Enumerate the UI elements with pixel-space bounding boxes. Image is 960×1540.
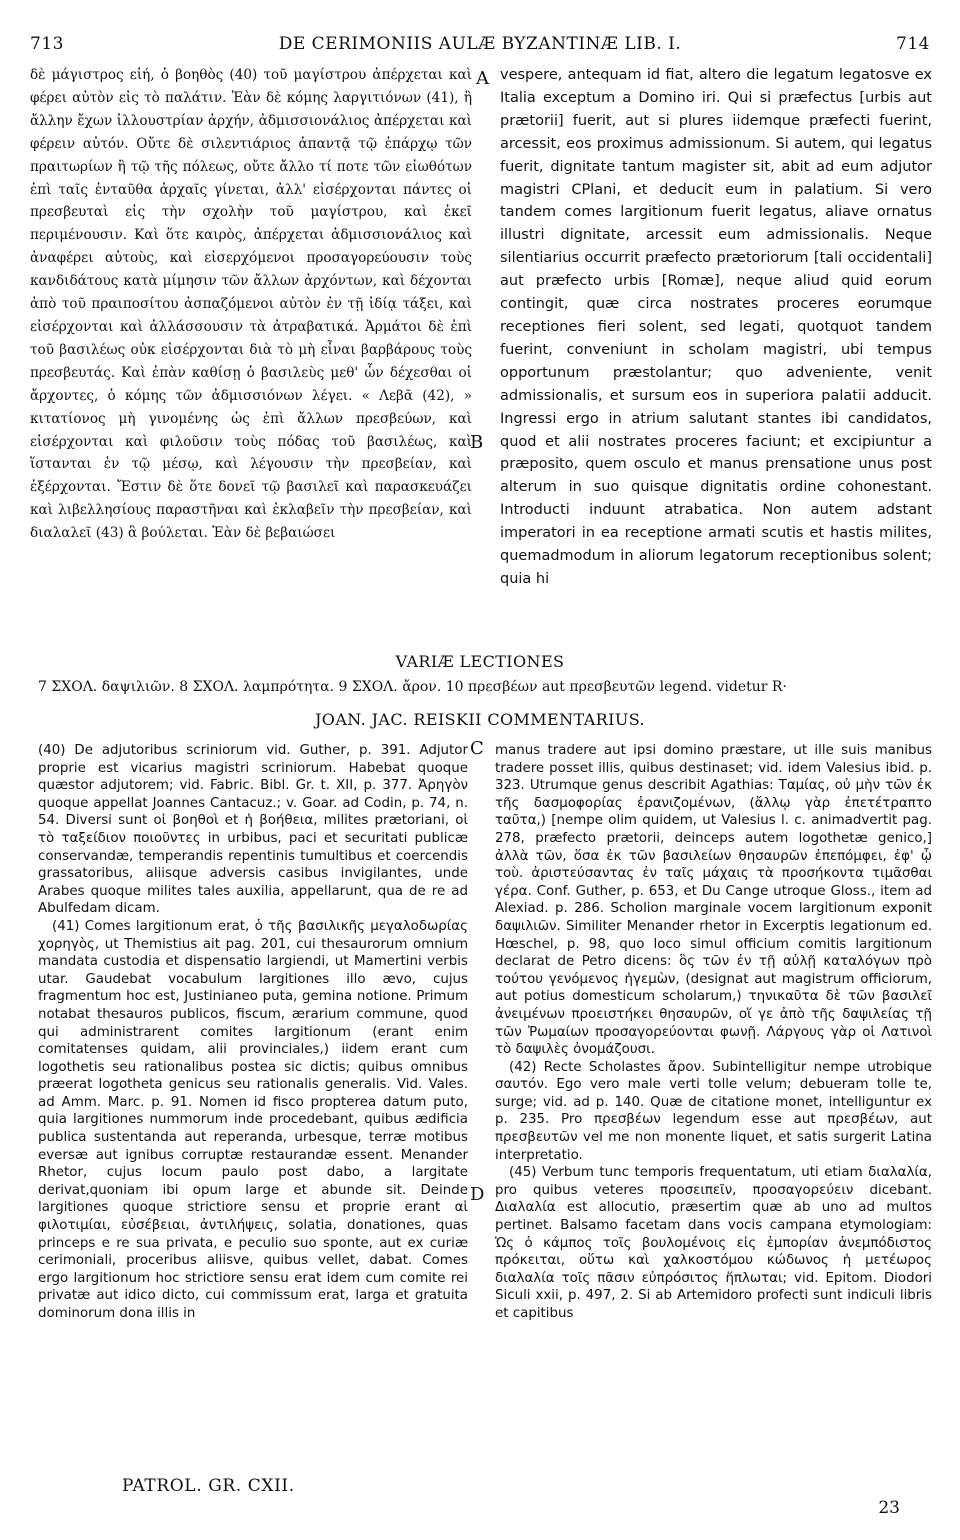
margin-marker-c: C — [470, 738, 484, 759]
commentary-note-45: (45) Verbum tunc temporis frequentatum, uti etiam διαλαλία, pro quibus veteres προσειπεῖν, προσαγορεύειν dicebant. Διαλαλία est allocutio, præsertim quæ ab uno ad multos pertinet. Balsamo facetam dans vocis campana etymologiam: Ὡς ὁ κάμπος τοῖς βουλομένοις εἰς ἐμπορίαν ἀνεμπόδιστος πρόκειται, οὕτω καὶ χαλκοστόμου κώδωνος ἡ μετέωρος διαλαλία τοῖς πᾶσιν εὐπρόσιτος ἥπλωται; vid. Epitom. Diodori Siculi xxii, p. 497, 2. Si ab Artemidoro profecti sunt indiculi libris et capitibus — [495, 1165, 932, 1321]
commentary-right-column — [495, 742, 932, 1472]
commentary-left-column — [38, 742, 468, 1472]
page-number-right: 714 — [896, 34, 930, 54]
page-number-left: 713 — [30, 34, 64, 54]
commentary-note-42: (42) Recte Scholastes ἄρον. Subintelligitur nempe utrobique σαυτόν. Ego vero male verti tolle velum; debueram tolle te, surge; vid. ad p. 140. Quæ de citatione monet, intelliguntur ex p. 235. Pro πρεσβέων legendum esse aut πρεσβέων, aut πρεσβευτῶν vel me non monente liquet, et satis surgerit Latina interpretatio. — [495, 1059, 932, 1163]
commentary-heading: JOAN. JAC. REISKII COMMENTARIUS. — [314, 710, 646, 729]
running-header — [30, 34, 930, 60]
commentary-note-41: (41) Comes largitionum erat, ὁ τῆς βασιλικῆς μεγαλοδωρίας χορηγὸς, ut Themistius ait pag. 201, cui thesaurorum omnium mandata custodia et dispensatio largiendi, ut Mamertini verbis utar. Gaudebat vocabulum largitiones illo ævo, cujus fragmentum hoc est, Justinianeo puta, gemina notione. Primum notabat thesauros publicos, fiscum, ærarium commune, quod qui administrarent comites largitionum (erant enim comitatenses quidam, alii provinciales,) iidem erant cum logothetis seu rationalibus postea sic dictis; quibus omnibus præerat logotheta genicus seu rationalis generalis. Vid. Vales. ad Amm. Marc. p. 91. Nomen id fisco propterea datum puto, quia largitiones nummorum inde procedebant, quibus ædificia publica sustentanda aut reperanda, urbesque, terræ motibus eversæ aut ignibus corruptæ restaurandæ essent. Menander Rhetor, cujus locum paulo post dabo, a largitate derivat,quoniam ibi opum large et abunde sit. Deinde largitiones quoque strictiore sensu et proprie erant αἱ φιλοτιμίαι, εὐσέβειαι, ἀντιλήψεις, solatia, donationes, quas princeps e re sua privata, e peculio suo sponte, aut ex curiæ cerimoniali, proceribus aliisve, quibus vellet, dabat. Comes ergo largitionum hoc strictiore sensu erat idem cum comite rei privatæ aut idico dicto, cui commissum erat, larga et gratuita dominorum dona illis in — [38, 918, 468, 1321]
running-title: DE CERIMONIIS AULÆ BYZANTINÆ LIB. I. — [278, 34, 682, 54]
quire-number: 23 — [878, 1498, 900, 1518]
commentary-note-41-continued: manus tradere aut ipsi domino præstare, ut ille suis manibus tradere posset illis, quibus destinaset; vid. idem Valesius ibid. p. 323. Utrumque genus describit Agathias: Ταμίας, οὐ μὴν τῶν ἐκ τῆς δασμοφορίας ἐρανιζομένων, (ἄλλῳ γὰρ ἐπετέτραπτο ταῦτα,) [nempe olim quidem, ut Valesius l. c. animadvertit pag. 278, præfecto prætorii, deinceps autem logothetæ genico,] ἀλλὰ τῶν, ὅσα ἐκ τῶν βασιλείων θησαυρῶν ἐπεπόμφει, ἐφ' ᾧ τοὺ. ἀριστεύσαντας ἐν ταῖς μάχαις τὰ προσήκοντα τιμᾶσθαι γέρα. Conf. Guther, p. 653, et Du Cange utroque Gloss., item ad Alexiad. p. 286. Scholion marginale vocem largitionum exponit δαψιλιῶν. Similiter Menander rhetor in Excerptis legationum ed. Hœschel, p. 98, quo loco simul officium comitis largitionum declarat de Petro dicens: ὃς τῶν ἐν τῇ αὐλῇ καταλόγων πρὸ τούτου γενόμενος ἡγεμὼν, (designat aut magistrum officiorum, aut potius domesticum scholarum,) τηνικαῦτα δὲ τῶν βασιλεῖ ἀνειμένων προειστήκει θησαυρῶν, οἵ γε ἀπὸ τῆς δαψιλείας τῇ τῶν Ῥωμαίων προσαγορεύονται φωνῇ. Λάργους γὰρ οἱ Λατινοὶ τὸ δαψιλὲς ὀνομάζουσι. — [495, 743, 932, 1058]
margin-marker-d: D — [470, 1184, 485, 1205]
commentary-note-40: (40) De adjutoribus scriniorum vid. Guther, p. 391. Adjutor proprie est vicarius magistri scriniorum. Habebat quoque quæstor adjutorem; vid. Fabric. Bibl. Gr. t. XII, p. 377. Ἀρηγὸν quoque appellat Joannes Cantacuz.; v. Goar. ad Codin, p. 74, n. 54. Diversi sunt οἱ βοηθοὶ et ἡ βοήθεια, milites prætoriani, οἱ τὸ ταξείδιον ποιοῦντες in urbibus, paci et securitati publicæ conservandæ, temperandis repentinis tumultibus et coercendis grassatoribus, aliisque adversis casibus invigilantes, unde Arabes quoque milites tales auxilia, appellarunt, qua de re ad Abulfedam dicam. — [38, 743, 468, 917]
latin-text-column — [500, 64, 932, 646]
patrologia-signature: PATROL. GR. CXII. — [122, 1476, 295, 1496]
greek-text-column — [30, 64, 472, 646]
greek-paragraph: δὲ μάγιστρος εἰή, ὁ βοηθὸς (40) τοῦ μαγίστρου ἀπέρχεται καὶ φέρει αὐτὸν εἰς τὸ παλάτιν. Ἐὰν δὲ κόμης λαργιτιόνων (41), ἢ ἄλλην ἔχων ἰλλουστρίαν ἀρχήν, ἀδμισσιονάλιος ἀπέρχεται καὶ φέρειν αὐτόν. Οὔτε δὲ σιλεντιάριος ἀπαντᾷ τῷ ἐπάρχῳ τῶν πραιτωρίων ἢ τῷ τῆς πόλεως, οὔτε ἄλλο τί ποτε τῶν εἰωθότων ἐπὶ ταῖς ἐνταῦθα ἀρχαῖς γίνεται, ἀλλ' εἰσέρχονται πάντες οἱ πρεσβευταὶ εἰς τὴν σχολὴν τοῦ μαγίστρου, καὶ ἐκεῖ περιμένουσιν. Καὶ ὅτε καιρὸς, ἀπέρχεται ἀδμισσιονάλιος καὶ ἀναφέρει αὐτοὺς, καὶ εἰσερχόμενοι προσαγορεύουσιν τοὺς κανδιδάτους κατὰ μίμησιν τῶν ἄλλων ἀρχόντων, καὶ δέχονται ἀπὸ τοῦ πραιποσίτου ἀσπαζόμενοι αὐτὸν ἐν τῇ ἰδίᾳ τάξει, καὶ εἰσέρχονται καὶ ἀλλάσσουσιν τὰ ἀτραβατικά. Ἀρμάτοι δὲ ἐπὶ τοῦ βασιλέως οὐκ εἰσέρχονται διὰ τὸ μὴ εἶναι βαρβάρους τοὺς πρεσβευτάς. Καὶ ἐπὰν καθίσῃ ὁ βασιλεὺς μεθ' ὧν δέχεσθαι οἱ ἄρχοντες, ὁ κόμης τῶν ἀδμισσιόνων λέγει. « Λεβᾶ (42), » κιτατίονος μὴ γινομένης ὡς ἐπὶ ἄλλων πρεσβεύων, καὶ εἰσέρχονται καὶ φιλοῦσιν τοὺς πόδας τοῦ βασιλέως, καὶ ἵστανται ἐν τῷ μέσῳ, καὶ λέγουσιν τὴν πρεσβείαν, καὶ ἐξέρχονται. Ἔστιν δὲ ὅτε δονεῖ τῷ βασιλεῖ καὶ παρασκευάζει καὶ λιβελλησίους παραστῆναι καὶ ἐκλαβεῖν τὴν πρεσβείαν, καὶ διαλαλεῖ (43) ἃ βούλεται. Ἐὰν δὲ βεβαιώσει — [30, 67, 472, 542]
page-footer — [38, 1476, 900, 1518]
margin-marker-a: A — [476, 68, 489, 89]
latin-paragraph: vespere, antequam id fiat, altero die legatum legatosve ex Italia exceptum a Domino iri. Qui si præfectus [urbis aut prætorii] fuerit, aut si plures iidemque præfecti fuerint, arcessit, eos proximus admissionum. Si autem, qui legatus fuerit, dignitate tantum magister sit, abit ad eum adjutor magistri CPlani, et deducit eum in palatium. Si vero tandem comes largitionum fuerit legatus, aliave ornatus illustri dignitate, arcessit eum admissionalis. Neque silentiarius occurrit præfecto prætoriorum [tali occidentali] aut præfecto urbis [Romæ], neque aliud quid eorum contingit, quæ circa nostrates proceres eorumque receptiones fieri solent, sed legati, quotquot tandem fuerint, conveniunt in scholam magistri, ubi tempus opportunum præstolantur; quo adveniente, venit admissionalis, et sursum eos in superiora palatii adducit. Ingressi ergo in atrium salutant stantes ibi candidatos, quod et alii nostrates proceres faciunt; et excipiuntur a præposito, quem osculo et manus prensatione unus post alterum in suo quisque dignitatis ordine cohonestant. Introducti induunt atrabatica. Non autem adstant imperatori in ea receptione armati scutis et hastis milites, quemadmodum in aliorum legatorum receptionibus solent; quia hi — [500, 67, 932, 587]
margin-marker-b: B — [470, 432, 484, 453]
variae-lectiones-text: 7 ΣΧΟΛ. δαψιλιῶν. 8 ΣΧΟΛ. λαμπρότητα. 9 ΣΧΟΛ. ἄρον. 10 πρεσβέων aut πρεσβευτῶν legend. videtur R· — [38, 679, 787, 695]
variae-lectiones-heading: VARIÆ LECTIONES — [395, 652, 565, 671]
